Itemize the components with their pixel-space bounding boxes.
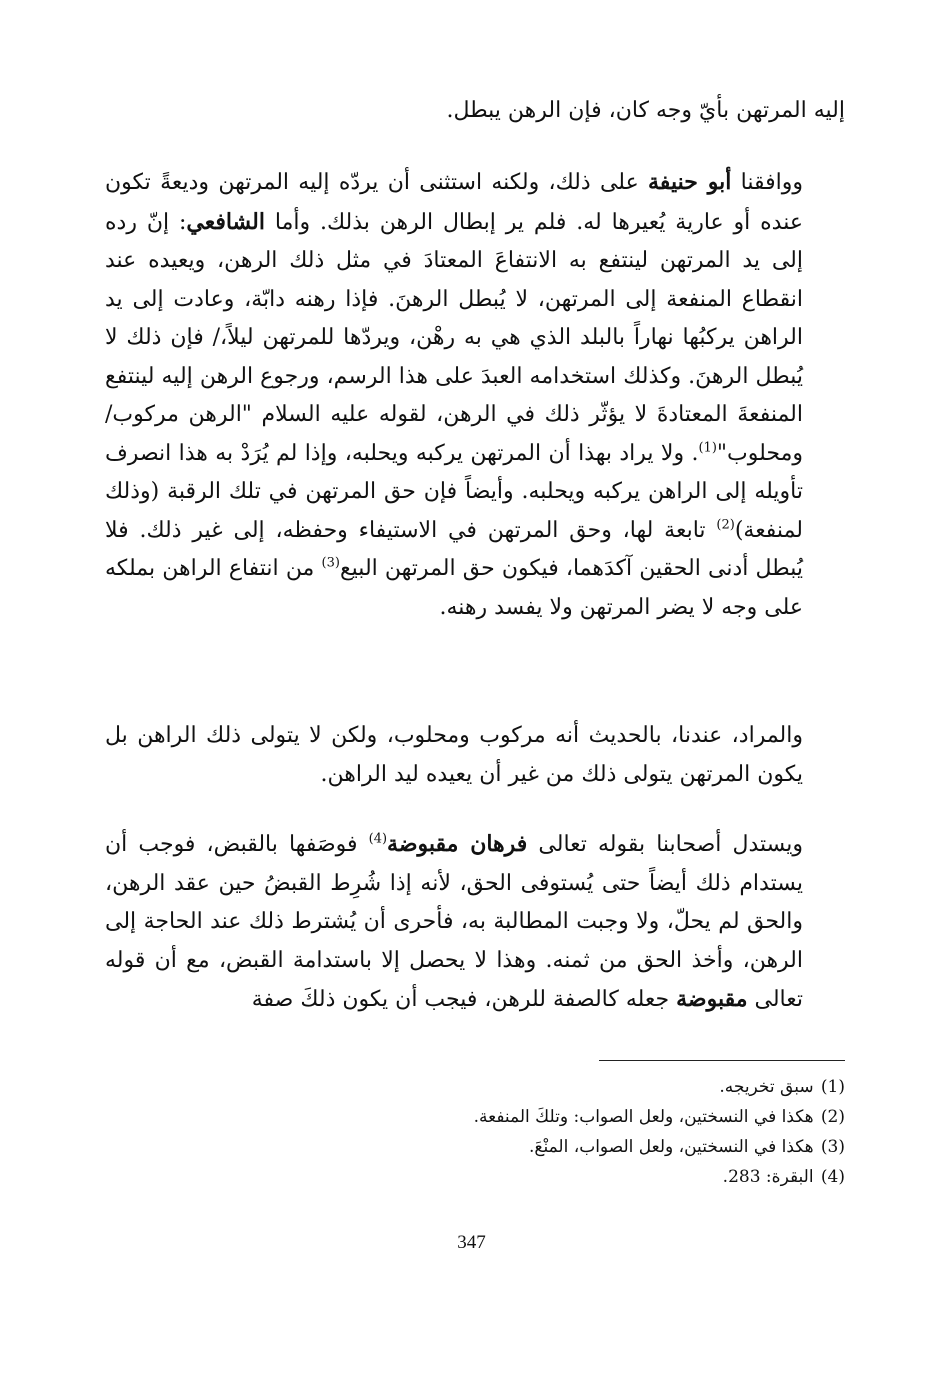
text-segment: ووافقنا — [731, 170, 804, 195]
footnote-4 — [105, 1162, 845, 1192]
footnote-ref: (3) — [321, 555, 340, 571]
footnote-separator — [599, 1060, 845, 1061]
footnote-number: (3) — [820, 1137, 845, 1157]
paragraph-1-text — [446, 98, 845, 123]
footnotes — [105, 1072, 845, 1192]
footnote-ref: (1) — [698, 440, 717, 456]
text-segment: . ولا يراد بهذا أن المرتهن يركبه ويحلبه، وإذا لم يُرَدْ به هذا انصرف تأويله إلى الراهن يركبه ويحلبه. وأيضاً فإن حق المرتهن في تلك الرقبة (وذلك لمنفعة) — [105, 440, 803, 543]
footnote-ref: (2) — [716, 517, 735, 533]
footnote-text: البقرة: 283. — [722, 1167, 814, 1187]
footnote-1 — [105, 1072, 845, 1102]
paragraph-2 — [105, 163, 845, 627]
text-segment: ويستدل أصحابنا بقوله تعالى — [527, 832, 803, 857]
emphasized-term: الشافعي — [186, 208, 266, 235]
text-segment: فوصَفها بالقبض، فوجب أن يستدام ذلك أيضاً حتى يُستوفى الحق، لأنه إذا شُرِط القبضُ حين عقد الرهن، والحق لم يحلّ، ولا وجبت المطالبة به، فأحرى أن يُشترط ذلك عند الحاجة إلى الرهن، وأخذ الحق من ثمنه. وهذا لا يحصل إلا باستدامة القبض، مع أن قوله تعالى — [105, 832, 803, 1012]
emphasized-term: مقبوضة — [676, 986, 748, 1012]
text-segment: إليه المرتهن بأيّ وجه كان، فإن الرهن يبطل. — [446, 98, 845, 123]
page-number: 347 — [457, 1232, 486, 1253]
text-segment: : إنّ رده إلى يد المرتهن لينتفع به الانتفاعَ المعتادَ في مثل ذلك الرهن، ويعيده عند انقطاع المنفعة إلى المرتهن، لا يُبطل الرهنَ. فإذا رهنه دابّة، وعادت إلى يد الراهن يركبُها نهاراً بالبلد الذي هي به رهْن، ويردّها للمرتهن ليلاً،/ فإن ذلك لا يُبطل الرهنَ. وكذلك استخدامه العبدَ على هذا الرسم، ورجوع الرهن إليه لينتفع المنفعةَ المعتادةَ لا يؤثّر ذلك في الرهن، لقوله عليه السلام "الرهن مركوب/ ومحلوب" — [105, 209, 803, 466]
footnote-number: (2) — [820, 1107, 845, 1127]
emphasized-term: فرهان مقبوضة — [387, 831, 528, 857]
emphasized-term: أبو حنيفة — [648, 169, 732, 195]
text-segment: والمراد، عندنا، بالحديث أنه مركوب ومحلوب، ولكن لا يتولى ذلك الراهن بل يكون المرتهن يتولى ذلك من غير أن يعيده ليد الراهن. — [105, 723, 803, 787]
text-segment: على ذلك، ولكنه استثنى أن يردّه إليه المرتهن وديعةً تكون عنده أو عارية يُعيرها له. فلم ير إبطال الرهن بذلك. وأما — [105, 170, 803, 235]
text-segment: جعله كالصفة للرهن، فيجب أن يكون ذلكَ صفة — [251, 987, 677, 1012]
footnote-number: (4) — [820, 1167, 845, 1187]
paragraph-3-text — [105, 717, 845, 794]
text-segment: تابعة لها، وحق المرتهن في الاستيفاء وحفظه، إلى غير ذلك. فلا يُبطل أدنى الحقين آكدَهما، فيكون حق المرتهن البيع — [105, 517, 803, 581]
footnote-number: (1) — [820, 1077, 845, 1097]
footnote-ref: (4) — [368, 831, 388, 847]
paragraph-3 — [105, 717, 845, 794]
footnote-text: سبق تخريجه. — [719, 1077, 814, 1097]
footnote-2 — [105, 1102, 845, 1132]
text-segment: من انتفاع الراهن بملكه على وجه لا يضر المرتهن ولا يفسد رهنه. — [105, 556, 803, 620]
paragraph-continuation — [105, 92, 845, 131]
footnote-text: هكذا في النسختين، ولعل الصواب: وتلكَ المنفعة. — [473, 1107, 814, 1127]
paragraph-4-text — [105, 825, 845, 1020]
footnote-text: هكذا في النسختين، ولعل الصواب، المنْعَ. — [529, 1137, 814, 1157]
paragraph-2-text — [105, 163, 845, 627]
footnote-3 — [105, 1132, 845, 1162]
paragraph-4 — [105, 825, 845, 1020]
